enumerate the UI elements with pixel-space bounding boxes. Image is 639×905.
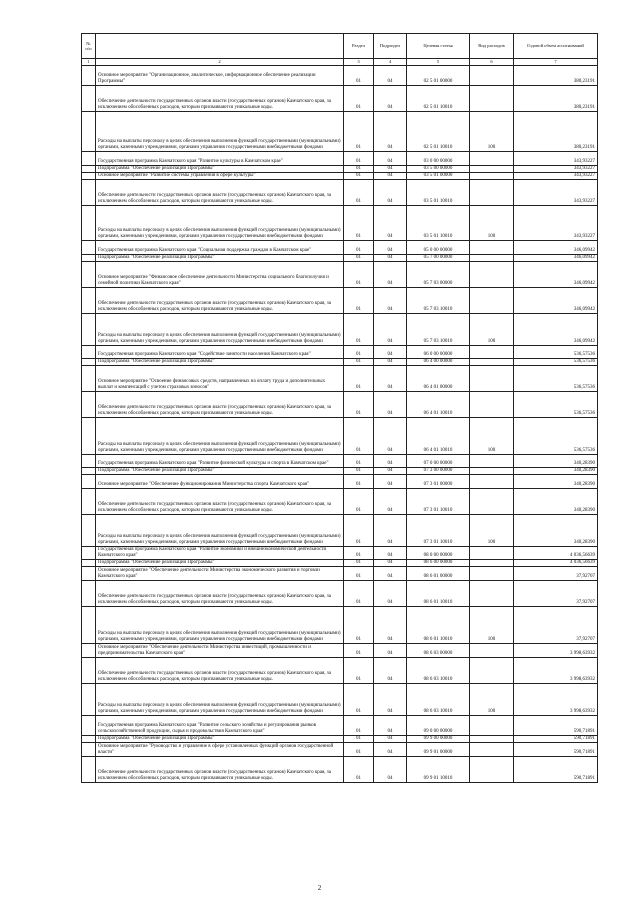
target-cell: 08 6 03 10010 xyxy=(407,684,470,716)
section-cell: 01 xyxy=(344,515,374,547)
table-row xyxy=(82,567,598,581)
target-cell: 08 6 00 00000 xyxy=(407,560,470,567)
amount-cell: 3 998,63932 xyxy=(514,644,598,658)
expense-type-cell xyxy=(470,567,514,581)
name-cell: Расходы на выплаты персоналу в целях обеспечения выполнения функций государственными (муниципальными) органами, казенными учреждениями, органами управления государственными внебюджетными фондами xyxy=(96,206,344,241)
amount-cell: 346,09942 xyxy=(514,314,598,346)
expense-type-cell xyxy=(470,475,514,489)
section-cell: 01 xyxy=(344,418,374,455)
section-cell: 01 xyxy=(344,262,374,288)
target-cell: 08 6 03 00000 xyxy=(407,644,470,658)
table-row xyxy=(82,515,598,547)
target-cell: 05 7 03 10010 xyxy=(407,288,470,314)
target-cell: 02 5 01 10010 xyxy=(407,86,470,112)
subsection-cell: 04 xyxy=(374,112,407,152)
expense-type-cell: 100 xyxy=(470,607,514,644)
target-cell: 05 7 00 00000 xyxy=(407,255,470,262)
table-row xyxy=(82,66,598,86)
table-row xyxy=(82,716,598,736)
name-cell: Подпрограмма "Обеспечение реализации Программы" xyxy=(96,468,344,475)
target-cell: 06 4 01 10010 xyxy=(407,418,470,455)
column-index-row xyxy=(82,59,598,66)
section-cell: 01 xyxy=(344,255,374,262)
amount-cell: 37,92707 xyxy=(514,581,598,607)
table-row xyxy=(82,359,598,366)
section-cell: 01 xyxy=(344,607,374,644)
name-cell: Основное мероприятие "Обеспечение деятельности Министерства инвестиций, промышленности и предпринимательства Камчатского края" xyxy=(96,644,344,658)
table-row xyxy=(82,166,598,173)
expense-type-cell xyxy=(470,644,514,658)
expense-type-cell xyxy=(470,455,514,468)
subsection-cell: 04 xyxy=(374,66,407,86)
name-cell: Государственная программа Камчатского края "Содействие занятости населения Камчатского края" xyxy=(96,346,344,359)
amount-cell: 4 036,56639 xyxy=(514,547,598,560)
name-cell: Обеспечение деятельности государственных органов власти (государственных органов) Камчатского края, за исключением обособленных расходов, которым присваиваются уникальные коды. xyxy=(96,86,344,112)
section-cell: 01 xyxy=(344,288,374,314)
expense-type-cell xyxy=(470,581,514,607)
amount-cell: 346,09942 xyxy=(514,288,598,314)
expense-type-cell xyxy=(470,716,514,736)
subsection-cell: 04 xyxy=(374,262,407,288)
expense-type-cell: 100 xyxy=(470,206,514,241)
num-cell xyxy=(82,346,96,359)
expense-type-cell xyxy=(470,547,514,560)
num-cell xyxy=(82,743,96,757)
section-cell: 01 xyxy=(344,581,374,607)
target-cell: 03 5 01 00000 xyxy=(407,173,470,180)
amount-cell: 346,09942 xyxy=(514,255,598,262)
section-cell: 01 xyxy=(344,346,374,359)
name-cell: Государственная программа Камчатского края "Развитие физической культуры и спорта в Камчатском крае" xyxy=(96,455,344,468)
target-cell: 07 3 01 10010 xyxy=(407,489,470,515)
table-row xyxy=(82,743,598,757)
table-row xyxy=(82,418,598,455)
target-cell: 09 0 00 00000 xyxy=(407,716,470,736)
section-cell: 01 xyxy=(344,166,374,173)
target-cell: 03 5 01 10010 xyxy=(407,206,470,241)
amount-cell: 37,92707 xyxy=(514,567,598,581)
section-cell: 01 xyxy=(344,112,374,152)
amount-cell: 590,71891 xyxy=(514,716,598,736)
expense-type-cell xyxy=(470,262,514,288)
target-cell: 08 6 01 00000 xyxy=(407,567,470,581)
expense-type-cell xyxy=(470,241,514,255)
expense-type-cell xyxy=(470,658,514,684)
index-cell: 5 xyxy=(407,59,470,66)
num-cell xyxy=(82,206,96,241)
section-cell: 01 xyxy=(344,743,374,757)
expense-type-cell xyxy=(470,152,514,166)
subsection-cell: 04 xyxy=(374,684,407,716)
amount-cell: 37,92707 xyxy=(514,607,598,644)
subsection-cell: 04 xyxy=(374,180,407,206)
target-cell: 03 5 00 00000 xyxy=(407,166,470,173)
section-cell: 01 xyxy=(344,757,374,783)
name-cell: Обеспечение деятельности государственных органов власти (государственных органов) Камчатского края, за исключением обособленных расходов, которым присваиваются уникальные коды. xyxy=(96,581,344,607)
table-row xyxy=(82,560,598,567)
num-cell xyxy=(82,112,96,152)
subsection-cell: 04 xyxy=(374,288,407,314)
name-cell: Расходы на выплаты персоналу в целях обеспечения выполнения функций государственными (муниципальными) органами, казенными учреждениями, органами управления государственными внебюджетными фондами xyxy=(96,314,344,346)
section-cell: 01 xyxy=(344,152,374,166)
target-cell: 07 3 00 00000 xyxy=(407,468,470,475)
table-row xyxy=(82,684,598,716)
table-row xyxy=(82,241,598,255)
table-header xyxy=(82,34,598,66)
num-cell xyxy=(82,644,96,658)
expense-type-cell xyxy=(470,66,514,86)
subsection-cell: 04 xyxy=(374,455,407,468)
amount-cell: 343,93227 xyxy=(514,180,598,206)
expense-type-cell xyxy=(470,86,514,112)
table-row xyxy=(82,607,598,644)
amount-cell: 346,09942 xyxy=(514,262,598,288)
section-cell: 01 xyxy=(344,716,374,736)
amount-cell: 536,57536 xyxy=(514,366,598,392)
name-cell: Основное мероприятие "Организационное, аналитическое, информационное обеспечение реализации Программы" xyxy=(96,66,344,86)
target-cell: 09 9 00 00000 xyxy=(407,736,470,743)
subsection-cell: 04 xyxy=(374,560,407,567)
index-cell: 3 xyxy=(344,59,374,66)
name-cell: Обеспечение деятельности государственных органов власти (государственных органов) Камчатского края, за исключением обособленных расходов, которым присваиваются уникальные коды. xyxy=(96,288,344,314)
target-cell: 07 3 01 10010 xyxy=(407,515,470,547)
target-cell: 07 0 00 00000 xyxy=(407,455,470,468)
expense-type-cell xyxy=(470,173,514,180)
header-name xyxy=(96,34,344,59)
num-cell xyxy=(82,607,96,644)
table-row xyxy=(82,86,598,112)
subsection-cell: 04 xyxy=(374,658,407,684)
name-cell: Расходы на выплаты персоналу в целях обеспечения выполнения функций государственными (муниципальными) органами, казенными учреждениями, органами управления государственными внебюджетными фондами xyxy=(96,418,344,455)
num-cell xyxy=(82,173,96,180)
table-row xyxy=(82,288,598,314)
name-cell: Государственная программа Камчатского края "Социальная поддержка граждан в Камчатском крае" xyxy=(96,241,344,255)
amount-cell: 536,57536 xyxy=(514,359,598,366)
subsection-cell: 04 xyxy=(374,567,407,581)
budget-table xyxy=(81,33,598,783)
num-cell xyxy=(82,716,96,736)
amount-cell: 4 036,56639 xyxy=(514,560,598,567)
subsection-cell: 04 xyxy=(374,166,407,173)
table-row xyxy=(82,644,598,658)
num-cell xyxy=(82,475,96,489)
table-row xyxy=(82,392,598,418)
name-cell: Обеспечение деятельности государственных органов власти (государственных органов) Камчатского края, за исключением обособленных расходов, которым присваиваются уникальные коды. xyxy=(96,489,344,515)
num-cell xyxy=(82,66,96,86)
name-cell: Обеспечение деятельности государственных органов власти (государственных органов) Камчатского края, за исключением обособленных расходов, которым присваиваются уникальные коды. xyxy=(96,658,344,684)
name-cell: Подпрограмма "Обеспечение реализации Программы" xyxy=(96,560,344,567)
name-cell: Основное мероприятие "Освоение финансовых средств, направленных на оплату труда и дополнительных выплат и компенсаций с учетом страховых взносов" xyxy=(96,366,344,392)
amount-cell: 343,93227 xyxy=(514,206,598,241)
expense-type-cell: 100 xyxy=(470,515,514,547)
expense-type-cell: 100 xyxy=(470,112,514,152)
table-row xyxy=(82,180,598,206)
name-cell: Основное мероприятие "Финансовое обеспечение деятельности Министерства социального благополучия и семейной политики Камчатского края" xyxy=(96,262,344,288)
num-cell xyxy=(82,489,96,515)
expense-type-cell: 100 xyxy=(470,684,514,716)
target-cell: 06 4 01 10010 xyxy=(407,392,470,418)
subsection-cell: 04 xyxy=(374,206,407,241)
index-cell: 2 xyxy=(96,59,344,66)
num-cell xyxy=(82,262,96,288)
table-row xyxy=(82,475,598,489)
num-cell xyxy=(82,392,96,418)
header-subsection: Подраздел xyxy=(374,34,407,59)
subsection-cell: 04 xyxy=(374,314,407,346)
section-cell: 01 xyxy=(344,547,374,560)
subsection-cell: 04 xyxy=(374,581,407,607)
expense-type-cell xyxy=(470,736,514,743)
name-cell: Основное мероприятие "Руководство и управление в сфере установленных функций органов государственной власти" xyxy=(96,743,344,757)
table-body xyxy=(82,66,598,783)
table-row xyxy=(82,366,598,392)
num-cell xyxy=(82,658,96,684)
table-row xyxy=(82,314,598,346)
name-cell: Расходы на выплаты персоналу в целях обеспечения выполнения функций государственными (муниципальными) органами, казенными учреждениями, органами управления государственными внебюджетными фондами xyxy=(96,607,344,644)
table-row xyxy=(82,152,598,166)
table-row xyxy=(82,489,598,515)
amount-cell: 343,93227 xyxy=(514,152,598,166)
section-cell: 01 xyxy=(344,180,374,206)
num-cell xyxy=(82,152,96,166)
name-cell: Расходы на выплаты персоналу в целях обеспечения выполнения функций государственными (муниципальными) органами, казенными учреждениями, органами управления государственными внебюджетными фондами xyxy=(96,112,344,152)
section-cell: 01 xyxy=(344,359,374,366)
name-cell: Подпрограмма "Обеспечение реализации Программы" xyxy=(96,736,344,743)
section-cell: 01 xyxy=(344,173,374,180)
table-row xyxy=(82,455,598,468)
subsection-cell: 04 xyxy=(374,86,407,112)
expense-type-cell xyxy=(470,255,514,262)
section-cell: 01 xyxy=(344,736,374,743)
section-cell: 01 xyxy=(344,684,374,716)
subsection-cell: 04 xyxy=(374,475,407,489)
header-target: Целевая статья xyxy=(407,34,470,59)
num-cell xyxy=(82,567,96,581)
amount-cell: 590,71891 xyxy=(514,743,598,757)
num-cell xyxy=(82,241,96,255)
num-cell xyxy=(82,418,96,455)
section-cell: 01 xyxy=(344,658,374,684)
target-cell: 08 6 03 10010 xyxy=(407,658,470,684)
header-num: № п/п xyxy=(82,34,96,59)
name-cell: Государственная программа Камчатского края "Развитие экономики и внешнеэкономической деятельности Камчатского края" xyxy=(96,547,344,560)
subsection-cell: 04 xyxy=(374,173,407,180)
section-cell: 01 xyxy=(344,86,374,112)
section-cell: 01 xyxy=(344,314,374,346)
section-cell: 01 xyxy=(344,66,374,86)
section-cell: 01 xyxy=(344,468,374,475)
section-cell: 01 xyxy=(344,206,374,241)
amount-cell: 380,23191 xyxy=(514,66,598,86)
num-cell xyxy=(82,359,96,366)
index-cell: 7 xyxy=(514,59,598,66)
subsection-cell: 04 xyxy=(374,366,407,392)
expense-type-cell xyxy=(470,560,514,567)
expense-type-cell xyxy=(470,743,514,757)
expense-type-cell xyxy=(470,489,514,515)
name-cell: Обеспечение деятельности государственных органов власти (государственных органов) Камчатского края, за исключением обособленных расходов, которым присваиваются уникальные коды. xyxy=(96,392,344,418)
num-cell xyxy=(82,468,96,475)
table-row xyxy=(82,173,598,180)
target-cell: 03 5 01 10010 xyxy=(407,180,470,206)
subsection-cell: 04 xyxy=(374,359,407,366)
amount-cell: 380,23191 xyxy=(514,86,598,112)
expense-type-cell: 100 xyxy=(470,418,514,455)
table-row xyxy=(82,255,598,262)
name-cell: Подпрограмма "Обеспечение реализации Программы" xyxy=(96,255,344,262)
num-cell xyxy=(82,515,96,547)
target-cell: 05 7 03 10010 xyxy=(407,314,470,346)
target-cell: 02 5 01 00000 xyxy=(407,66,470,86)
amount-cell: 346,09942 xyxy=(514,241,598,255)
amount-cell: 3 998,63932 xyxy=(514,684,598,716)
name-cell: Расходы на выплаты персоналу в целях обеспечения выполнения функций государственными (муниципальными) органами, казенными учреждениями, органами управления государственными внебюджетными фондами xyxy=(96,684,344,716)
amount-cell: 343,93227 xyxy=(514,166,598,173)
expense-type-cell xyxy=(470,359,514,366)
subsection-cell: 04 xyxy=(374,468,407,475)
expense-type-cell xyxy=(470,366,514,392)
expense-type-cell xyxy=(470,346,514,359)
subsection-cell: 04 xyxy=(374,489,407,515)
subsection-cell: 04 xyxy=(374,515,407,547)
num-cell xyxy=(82,86,96,112)
amount-cell: 340,28390 xyxy=(514,489,598,515)
section-cell: 01 xyxy=(344,241,374,255)
section-cell: 01 xyxy=(344,567,374,581)
amount-cell: 340,28390 xyxy=(514,455,598,468)
section-cell: 01 xyxy=(344,560,374,567)
num-cell xyxy=(82,166,96,173)
target-cell: 07 3 01 00000 xyxy=(407,475,470,489)
subsection-cell: 04 xyxy=(374,757,407,783)
target-cell: 08 0 00 00000 xyxy=(407,547,470,560)
target-cell: 05 7 03 00000 xyxy=(407,262,470,288)
num-cell xyxy=(82,366,96,392)
num-cell xyxy=(82,288,96,314)
amount-cell: 340,28390 xyxy=(514,468,598,475)
page-number: 2 xyxy=(317,884,322,892)
table-row xyxy=(82,262,598,288)
subsection-cell: 04 xyxy=(374,418,407,455)
num-cell xyxy=(82,455,96,468)
num-cell xyxy=(82,547,96,560)
amount-cell: 343,93227 xyxy=(514,173,598,180)
target-cell: 08 6 01 10010 xyxy=(407,581,470,607)
header-section: Раздел xyxy=(344,34,374,59)
section-cell: 01 xyxy=(344,455,374,468)
num-cell xyxy=(82,314,96,346)
table-row xyxy=(82,112,598,152)
subsection-cell: 04 xyxy=(374,346,407,359)
name-cell: Подпрограмма "Обеспечение реализации Программы" xyxy=(96,166,344,173)
target-cell: 09 9 01 00000 xyxy=(407,743,470,757)
subsection-cell: 04 xyxy=(374,255,407,262)
target-cell: 02 5 01 10010 xyxy=(407,112,470,152)
section-cell: 01 xyxy=(344,489,374,515)
amount-cell: 340,28390 xyxy=(514,515,598,547)
name-cell: Государственная программа Камчатского края "Развитие сельского хозяйства и регулирования рынков сельскохозяйственной продукции, сырья и продовольствия Камчатского края" xyxy=(96,716,344,736)
table-row xyxy=(82,346,598,359)
num-cell xyxy=(82,736,96,743)
table-row xyxy=(82,468,598,475)
table-row xyxy=(82,757,598,783)
amount-cell: 536,57536 xyxy=(514,418,598,455)
num-cell xyxy=(82,581,96,607)
expense-type-cell xyxy=(470,180,514,206)
num-cell xyxy=(82,684,96,716)
num-cell xyxy=(82,180,96,206)
index-cell: 1 xyxy=(82,59,96,66)
name-cell: Обеспечение деятельности государственных органов власти (государственных органов) Камчатского края, за исключением обособленных расходов, которым присваиваются уникальные коды. xyxy=(96,757,344,783)
expense-type-cell xyxy=(470,757,514,783)
table-row xyxy=(82,658,598,684)
target-cell: 05 0 00 00000 xyxy=(407,241,470,255)
header-expense-type: Вид расходов xyxy=(470,34,514,59)
index-cell: 4 xyxy=(374,59,407,66)
subsection-cell: 04 xyxy=(374,392,407,418)
table-row xyxy=(82,581,598,607)
amount-cell: 340,28390 xyxy=(514,475,598,489)
target-cell: 06 0 00 00000 xyxy=(407,346,470,359)
name-cell: Основное мероприятие "Развитие системы управления в сфере культуры" xyxy=(96,173,344,180)
amount-cell: 536,57536 xyxy=(514,346,598,359)
subsection-cell: 04 xyxy=(374,644,407,658)
table-row xyxy=(82,547,598,560)
name-cell: Государственная программа Камчатского края "Развитие культуры в Камчатском крае" xyxy=(96,152,344,166)
subsection-cell: 04 xyxy=(374,547,407,560)
section-cell: 01 xyxy=(344,475,374,489)
expense-type-cell xyxy=(470,288,514,314)
section-cell: 01 xyxy=(344,392,374,418)
name-cell: Основное мероприятие "Обеспечение функционирования Министерства спорта Камчатского края" xyxy=(96,475,344,489)
section-cell: 01 xyxy=(344,644,374,658)
num-cell xyxy=(82,255,96,262)
target-cell: 08 6 01 10010 xyxy=(407,607,470,644)
subsection-cell: 04 xyxy=(374,241,407,255)
amount-cell: 3 998,63932 xyxy=(514,658,598,684)
amount-cell: 536,57536 xyxy=(514,392,598,418)
expense-type-cell xyxy=(470,392,514,418)
target-cell: 06 4 00 00000 xyxy=(407,359,470,366)
name-cell: Подпрограмма "Обеспечение реализации Программы" xyxy=(96,359,344,366)
expense-type-cell xyxy=(470,468,514,475)
target-cell: 06 4 01 00000 xyxy=(407,366,470,392)
name-cell: Расходы на выплаты персоналу в целях обеспечения выполнения функций государственными (муниципальными) органами, казенными учреждениями, органами управления государственными внебюджетными фондами xyxy=(96,515,344,547)
subsection-cell: 04 xyxy=(374,736,407,743)
table-row xyxy=(82,736,598,743)
target-cell: 03 0 00 00000 xyxy=(407,152,470,166)
amount-cell: 380,23191 xyxy=(514,112,598,152)
expense-type-cell xyxy=(470,166,514,173)
subsection-cell: 04 xyxy=(374,607,407,644)
num-cell xyxy=(82,757,96,783)
amount-cell: 590,71891 xyxy=(514,757,598,783)
table-row xyxy=(82,206,598,241)
index-cell: 6 xyxy=(470,59,514,66)
subsection-cell: 04 xyxy=(374,152,407,166)
subsection-cell: 04 xyxy=(374,716,407,736)
name-cell: Основное мероприятие "Обеспечение деятельности Министерства экономического развития и торговли Камчатского края" xyxy=(96,567,344,581)
header-amount: Годовой объем ассигнований xyxy=(514,34,598,59)
target-cell: 09 9 01 10010 xyxy=(407,757,470,783)
section-cell: 01 xyxy=(344,366,374,392)
num-cell xyxy=(82,560,96,567)
expense-type-cell: 100 xyxy=(470,314,514,346)
name-cell: Обеспечение деятельности государственных органов власти (государственных органов) Камчатского края, за исключением обособленных расходов, которым присваиваются уникальные коды. xyxy=(96,180,344,206)
subsection-cell: 04 xyxy=(374,743,407,757)
amount-cell: 590,71891 xyxy=(514,736,598,743)
